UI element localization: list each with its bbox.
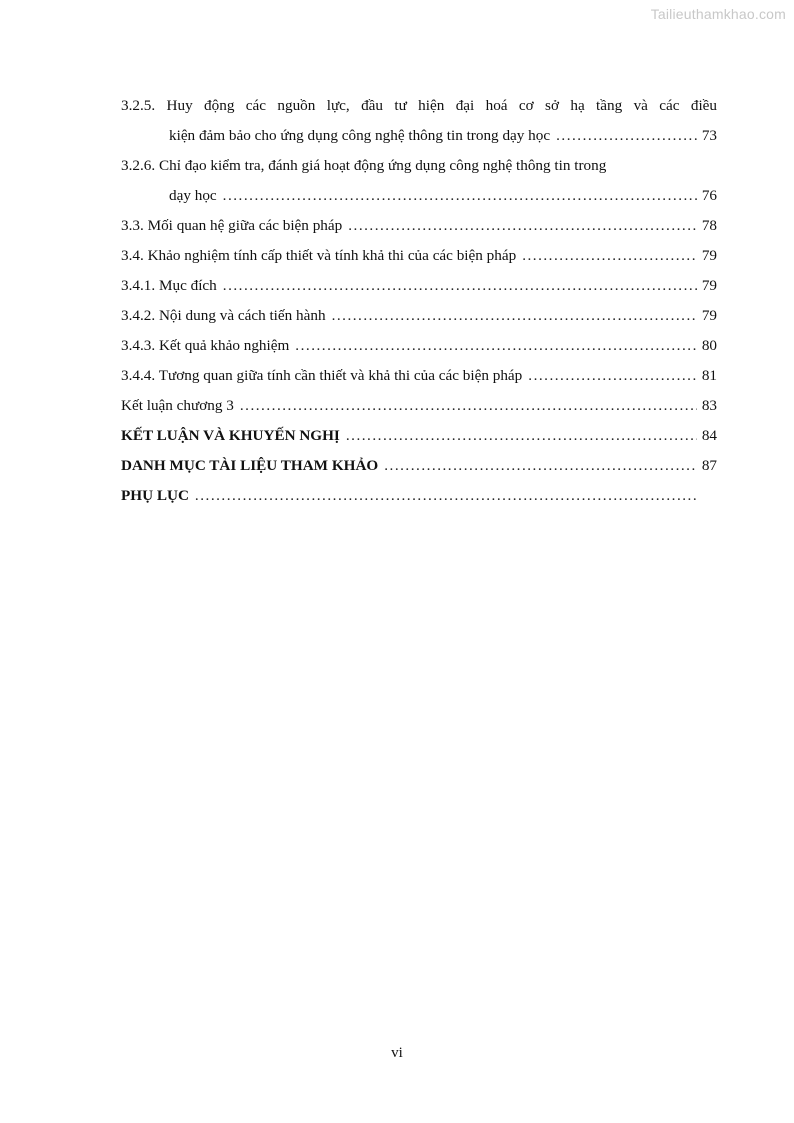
toc-entry-text: 3.4.1. Mục đích	[121, 277, 217, 294]
toc-page-number: 81	[701, 367, 717, 384]
toc-page-number: 83	[701, 397, 717, 414]
toc-entry-3-4-1	[121, 274, 717, 304]
table-of-contents	[121, 94, 717, 514]
toc-entry-text: 3.4.2. Nội dung và cách tiến hành	[121, 307, 326, 324]
toc-entry-3-4-3	[121, 334, 717, 364]
dot-leader	[384, 454, 697, 478]
dot-leader	[332, 304, 697, 328]
toc-page-number: 79	[701, 247, 717, 264]
toc-entry-3-4	[121, 244, 717, 274]
toc-entry-3-4-2	[121, 304, 717, 334]
toc-entry-text: dạy học	[169, 187, 217, 204]
dot-leader	[195, 484, 697, 508]
toc-entry-text: PHỤ LỤC	[121, 487, 189, 504]
toc-entry-text: 3.4.4. Tương quan giữa tính cần thiết và khả thi của các biện pháp	[121, 367, 523, 384]
dot-leader	[528, 364, 697, 388]
toc-entry-text: 3.4. Khảo nghiệm tính cấp thiết và tính khả thi của các biện pháp	[121, 247, 517, 264]
dot-leader	[348, 214, 697, 238]
toc-entry-3-2-5-line2	[121, 124, 717, 154]
dot-leader	[346, 424, 697, 448]
watermark: Tailieuthamkhao.com	[650, 6, 786, 22]
toc-entry-text: Kết luận chương 3	[121, 397, 234, 414]
toc-entry-3-3	[121, 214, 717, 244]
toc-page-number: 87	[701, 457, 717, 474]
toc-page-number: 76	[701, 187, 717, 204]
toc-page-number: 80	[701, 337, 717, 354]
toc-entry-3-2-5-line1	[121, 94, 717, 124]
toc-page-number: 84	[701, 427, 717, 444]
toc-entry-text: DANH MỤC TÀI LIỆU THAM KHẢO	[121, 457, 379, 474]
dot-leader	[240, 394, 697, 418]
toc-page-number: 78	[701, 217, 717, 234]
toc-entry-text: 3.2.6. Chỉ đạo kiểm tra, đánh giá hoạt động ứng dụng công nghệ thông tin trong	[121, 157, 607, 174]
toc-entry-3-2-6-line1	[121, 154, 717, 184]
page-number: vi	[391, 1045, 403, 1061]
toc-entry-text: KẾT LUẬN VÀ KHUYẾN NGHỊ	[121, 427, 340, 444]
dot-leader	[295, 334, 697, 358]
toc-entry-references	[121, 454, 717, 484]
dot-leader	[522, 244, 697, 268]
toc-page-number: 73	[701, 127, 717, 144]
toc-entry-chapter3-conclusion	[121, 394, 717, 424]
toc-page-number: 79	[701, 307, 717, 324]
dot-leader	[223, 274, 697, 298]
toc-entry-text: 3.4.3. Kết quả khảo nghiệm	[121, 337, 290, 354]
toc-entry-3-4-4	[121, 364, 717, 394]
toc-entry-text: kiện đảm bảo cho ứng dụng công nghệ thông tin trong dạy học	[169, 127, 551, 144]
toc-page-number: 79	[701, 277, 717, 294]
toc-entry-text: 3.3. Mối quan hệ giữa các biện pháp	[121, 217, 343, 234]
toc-entry-conclusion	[121, 424, 717, 454]
toc-entry-appendix	[121, 484, 717, 514]
toc-entry-3-2-6-line2	[121, 184, 717, 214]
dot-leader	[223, 184, 697, 208]
toc-entry-text: 3.2.5. Huy động các nguồn lực, đầu tư hiện đại hoá cơ sở hạ tầng và các điều	[121, 97, 717, 114]
dot-leader	[556, 124, 697, 148]
